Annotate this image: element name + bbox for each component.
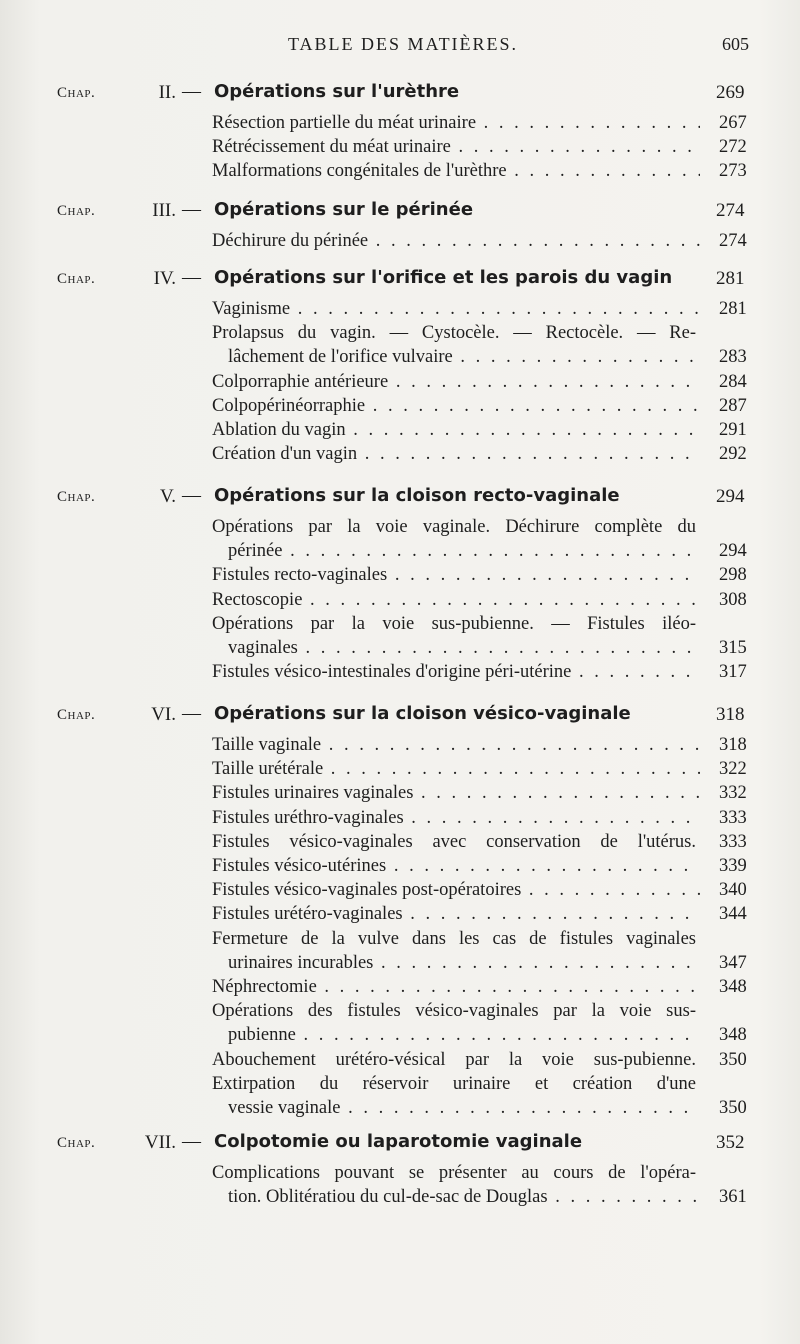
chapter-heading [0,80,800,108]
chapter-number: V. [159,486,176,507]
chapter-title: Colpotomie ou laparotomie vaginale [214,1131,583,1152]
running-header [0,30,800,60]
entry-text: Fistules uréthro-vaginales . . . [212,806,700,830]
entry-page: 344 [719,904,747,925]
toc-entry [212,1161,747,1209]
entry-page: 272 [719,137,747,158]
entry-page: 317 [719,662,747,683]
toc-entry [212,563,747,587]
toc-entry [212,927,747,975]
chapter-title: Opérations sur le périnée [214,199,474,220]
entry-page: 348 [719,1025,747,1046]
entry-text: Résection partielle du méat urinaire . . . [212,111,700,135]
entry-page: 287 [719,395,747,416]
chapter-number: IV. [153,268,176,289]
entry-continuation: vessie vaginale . . . [228,1096,700,1120]
chapter-title: Opérations sur la cloison vésico-vaginale [214,703,631,724]
toc-entry [212,418,747,442]
entry-page: 284 [719,371,747,392]
toc-entry [212,757,747,781]
toc-entry [212,229,747,253]
entry-continuation: lâchement de l'orifice vulvaire . . . [228,345,700,369]
toc-entry [212,515,747,563]
entry-page: 267 [719,113,747,133]
toc-entry [212,999,747,1047]
chapter-label: Chap. [57,271,96,287]
toc-entry [212,830,747,854]
entry-text: Fistules urinaires vaginales . . . [212,781,700,805]
chapter-heading [0,702,800,730]
entry-page: 350 [719,1097,747,1118]
chapter-page: 352 [716,1132,745,1153]
entry-text: Vaginisme . . . [212,297,700,321]
entry-text: Abouchement urétéro-vésical par la voie sus-pubienne. [212,1049,696,1070]
entry-page: 291 [719,420,747,440]
chapter-page: 318 [716,704,745,725]
entry-page: 273 [719,161,747,182]
chapter-label: Chap. [57,85,96,101]
toc-entry [212,660,747,684]
entry-text: Colporraphie antérieure . . . [212,370,700,394]
entry-text: Opérations des fistules vésico-vaginales par la voie sus- [212,1001,696,1022]
chapter-label: Chap. [57,489,96,505]
toc-entry [212,975,747,999]
chapter-page: 274 [716,200,745,221]
entry-text: Fistules recto-vaginales . . . [212,563,700,587]
entry-text: Déchirure du périnée . . . [212,229,700,253]
chapter-label: Chap. [57,203,96,219]
chapter-number: VI. [151,704,176,725]
chapter-number: II. [158,82,176,103]
entry-text: Fistules vésico-intestinales d'origine péri-utérine . . . [212,660,700,684]
entry-page: 315 [719,637,747,658]
chapter-title: Opérations sur l'orifice et les parois du vagin [214,267,673,288]
entry-text: Fistules vésico-utérines . . . [212,854,700,878]
chapter-dash: — [182,485,201,506]
chapter-title: Opérations sur la cloison recto-vaginale [214,485,620,506]
chapter-number: VII. [144,1132,176,1153]
entry-page: 348 [719,977,747,997]
chapter-title: Opérations sur l'urèthre [214,81,460,102]
entry-page: 292 [719,444,747,465]
entry-text: Opérations par la voie vaginale. Déchirure complète du [212,517,696,537]
entry-page: 361 [719,1187,747,1207]
entry-text: Création d'un vagin . . . [212,442,700,466]
toc-entry [212,394,747,418]
entry-text: Taille vaginale . . . [212,733,700,757]
chapter-dash: — [182,81,201,102]
entry-page: 318 [719,735,747,755]
toc-entry [212,135,747,159]
entry-continuation: tion. Oblitératiou du cul-de-sac de Douglas . . . [228,1185,700,1209]
chapter-page: 294 [716,486,745,507]
entry-page: 281 [719,299,747,319]
running-title: TABLE DES MATIÈRES. [288,34,519,54]
entry-text: Colpopérinéorraphie . . . [212,394,700,418]
chapter-dash: — [182,199,201,220]
toc-entry [212,1072,747,1120]
entry-text: Néphrectomie . . . [212,975,700,999]
entry-page: 333 [719,831,747,852]
chapter-heading [0,484,800,512]
chapter-heading [0,1130,800,1158]
entry-text: Opérations par la voie sus-pubienne. — Fistules iléo- [212,613,696,634]
toc-entry [212,781,747,805]
entry-continuation: urinaires incurables . . . [228,951,700,975]
entry-page: 332 [719,783,747,804]
toc-entry [212,370,747,394]
entry-continuation: périnée . . . [228,539,700,563]
toc-entry [212,612,747,660]
entry-page: 333 [719,807,747,828]
chapter-dash: — [182,1131,201,1152]
entry-text: Fistules vésico-vaginales avec conservation de l'utérus. [212,831,696,852]
chapter-dash: — [182,703,201,724]
entry-text: Rectoscopie . . . [212,588,700,612]
toc-entry [212,159,747,183]
entry-text: Ablation du vagin . . . [212,418,700,442]
toc-entry [212,902,747,926]
entry-page: 308 [719,589,747,610]
chapter-heading [0,198,800,226]
toc-entry [212,297,747,321]
entry-text: Extirpation du réservoir urinaire et création d'une [212,1073,696,1094]
chapter-label: Chap. [57,707,96,723]
chapter-number: III. [152,200,176,221]
entry-page: 340 [719,880,747,901]
entry-continuation: vaginales . . . [228,636,700,660]
toc-entry [212,111,747,135]
chapter-page: 281 [716,268,745,289]
chapter-label: Chap. [57,1135,96,1151]
toc-entry [212,442,747,466]
entry-text: Fermeture de la vulve dans les cas de fistules vaginales [212,928,696,949]
entry-page: 274 [719,231,747,251]
entry-page: 298 [719,565,747,586]
toc-entry [212,321,747,369]
chapter-dash: — [182,267,201,288]
toc-entry [212,806,747,830]
toc-entry [212,878,747,902]
entry-text: Fistules vésico-vaginales post-opératoires . . . [212,878,700,902]
chapter-page: 269 [716,82,745,103]
entry-continuation: pubienne . . . [228,1023,700,1047]
page-number: 605 [722,34,749,54]
toc-entry [212,1048,747,1072]
entry-page: 339 [719,856,747,876]
toc-entry [212,588,747,612]
entry-page: 347 [719,952,747,973]
toc-entry [212,854,747,878]
entry-text: Rétrécissement du méat urinaire . . . [212,135,700,159]
entry-text: Complications pouvant se présenter au cours de l'opéra- [212,1163,696,1183]
entry-page: 294 [719,541,747,561]
entry-page: 322 [719,759,747,780]
entry-text: Prolapsus du vagin. — Cystocèle. — Rectocèle. — Re- [212,323,696,344]
entry-text: Taille urétérale . . . [212,757,700,781]
entry-text: Fistules urétéro-vaginales . . . [212,902,700,926]
entry-page: 283 [719,347,747,368]
entry-text: Malformations congénitales de l'urèthre . . . [212,159,700,183]
chapter-heading [0,266,800,294]
toc-entry [212,733,747,757]
entry-page: 350 [719,1049,747,1070]
